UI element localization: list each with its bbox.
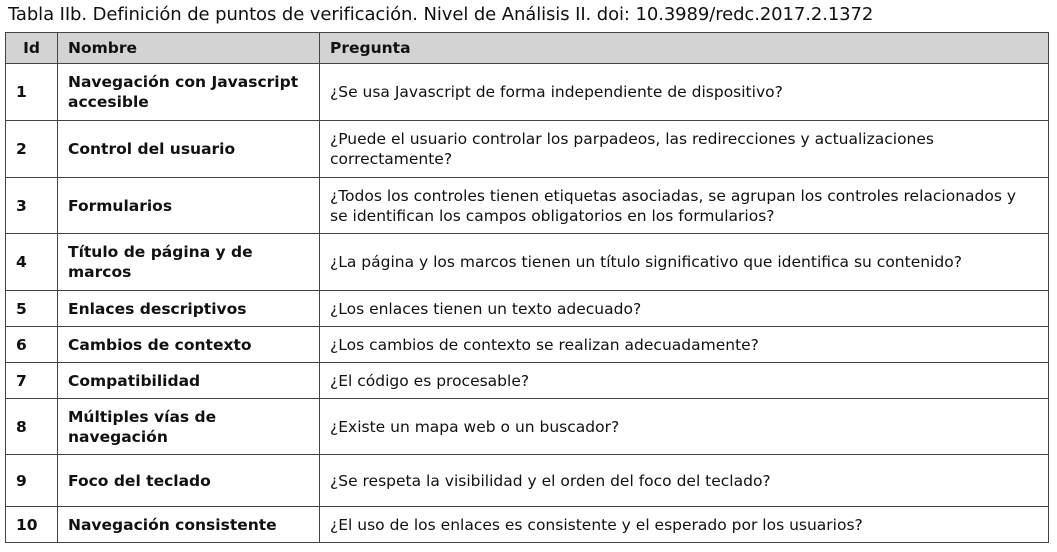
table-row (6, 455, 1049, 507)
row-nombre: Cambios de contexto (58, 327, 320, 363)
table-header (6, 33, 1049, 64)
row-pregunta: ¿El código es procesable? (320, 363, 1049, 399)
row-id: 10 (6, 507, 58, 543)
table-row (6, 64, 1049, 121)
table-row (6, 234, 1049, 291)
row-nombre: Múltiples vías de navegación (58, 399, 320, 455)
row-id: 8 (6, 399, 58, 455)
header-nombre: Nombre (58, 33, 320, 64)
row-id: 6 (6, 327, 58, 363)
row-nombre: Compatibilidad (58, 363, 320, 399)
header-row (6, 33, 1049, 64)
row-nombre: Navegación con Javascript accesible (58, 64, 320, 121)
row-pregunta: ¿Se usa Javascript de forma independiente de dispositivo? (320, 64, 1049, 121)
table-row (6, 399, 1049, 455)
verification-points-table (5, 32, 1049, 543)
row-nombre: Enlaces descriptivos (58, 291, 320, 327)
table-row (6, 327, 1049, 363)
table-row (6, 507, 1049, 543)
row-id: 2 (6, 121, 58, 178)
row-id: 5 (6, 291, 58, 327)
table-row (6, 178, 1049, 234)
table-body (6, 64, 1049, 543)
row-nombre: Control del usuario (58, 121, 320, 178)
row-id: 3 (6, 178, 58, 234)
row-id: 9 (6, 455, 58, 507)
row-pregunta: ¿El uso de los enlaces es consistente y el esperado por los usuarios? (320, 507, 1049, 543)
row-id: 1 (6, 64, 58, 121)
row-id: 7 (6, 363, 58, 399)
row-pregunta: ¿Existe un mapa web o un buscador? (320, 399, 1049, 455)
row-pregunta: ¿Puede el usuario controlar los parpadeos, las redirecciones y actualizaciones correctamente? (320, 121, 1049, 178)
table-row (6, 291, 1049, 327)
table-row (6, 121, 1049, 178)
row-pregunta: ¿Todos los controles tienen etiquetas asociadas, se agrupan los controles relacionados y se identifican los campos obligatorios en los formularios? (320, 178, 1049, 234)
row-pregunta: ¿Los cambios de contexto se realizan adecuadamente? (320, 327, 1049, 363)
row-pregunta: ¿La página y los marcos tienen un título significativo que identifica su contenido? (320, 234, 1049, 291)
row-nombre: Título de página y de marcos (58, 234, 320, 291)
header-id: Id (6, 33, 58, 64)
row-nombre: Navegación consistente (58, 507, 320, 543)
row-pregunta: ¿Se respeta la visibilidad y el orden del foco del teclado? (320, 455, 1049, 507)
table-row (6, 363, 1049, 399)
row-nombre: Foco del teclado (58, 455, 320, 507)
row-pregunta: ¿Los enlaces tienen un texto adecuado? (320, 291, 1049, 327)
table-caption: Tabla IIb. Definición de puntos de verificación. Nivel de Análisis II. doi: 10.3989/redc.2017.2.1372 (8, 4, 874, 25)
row-nombre: Formularios (58, 178, 320, 234)
row-id: 4 (6, 234, 58, 291)
header-pregunta: Pregunta (320, 33, 1049, 64)
